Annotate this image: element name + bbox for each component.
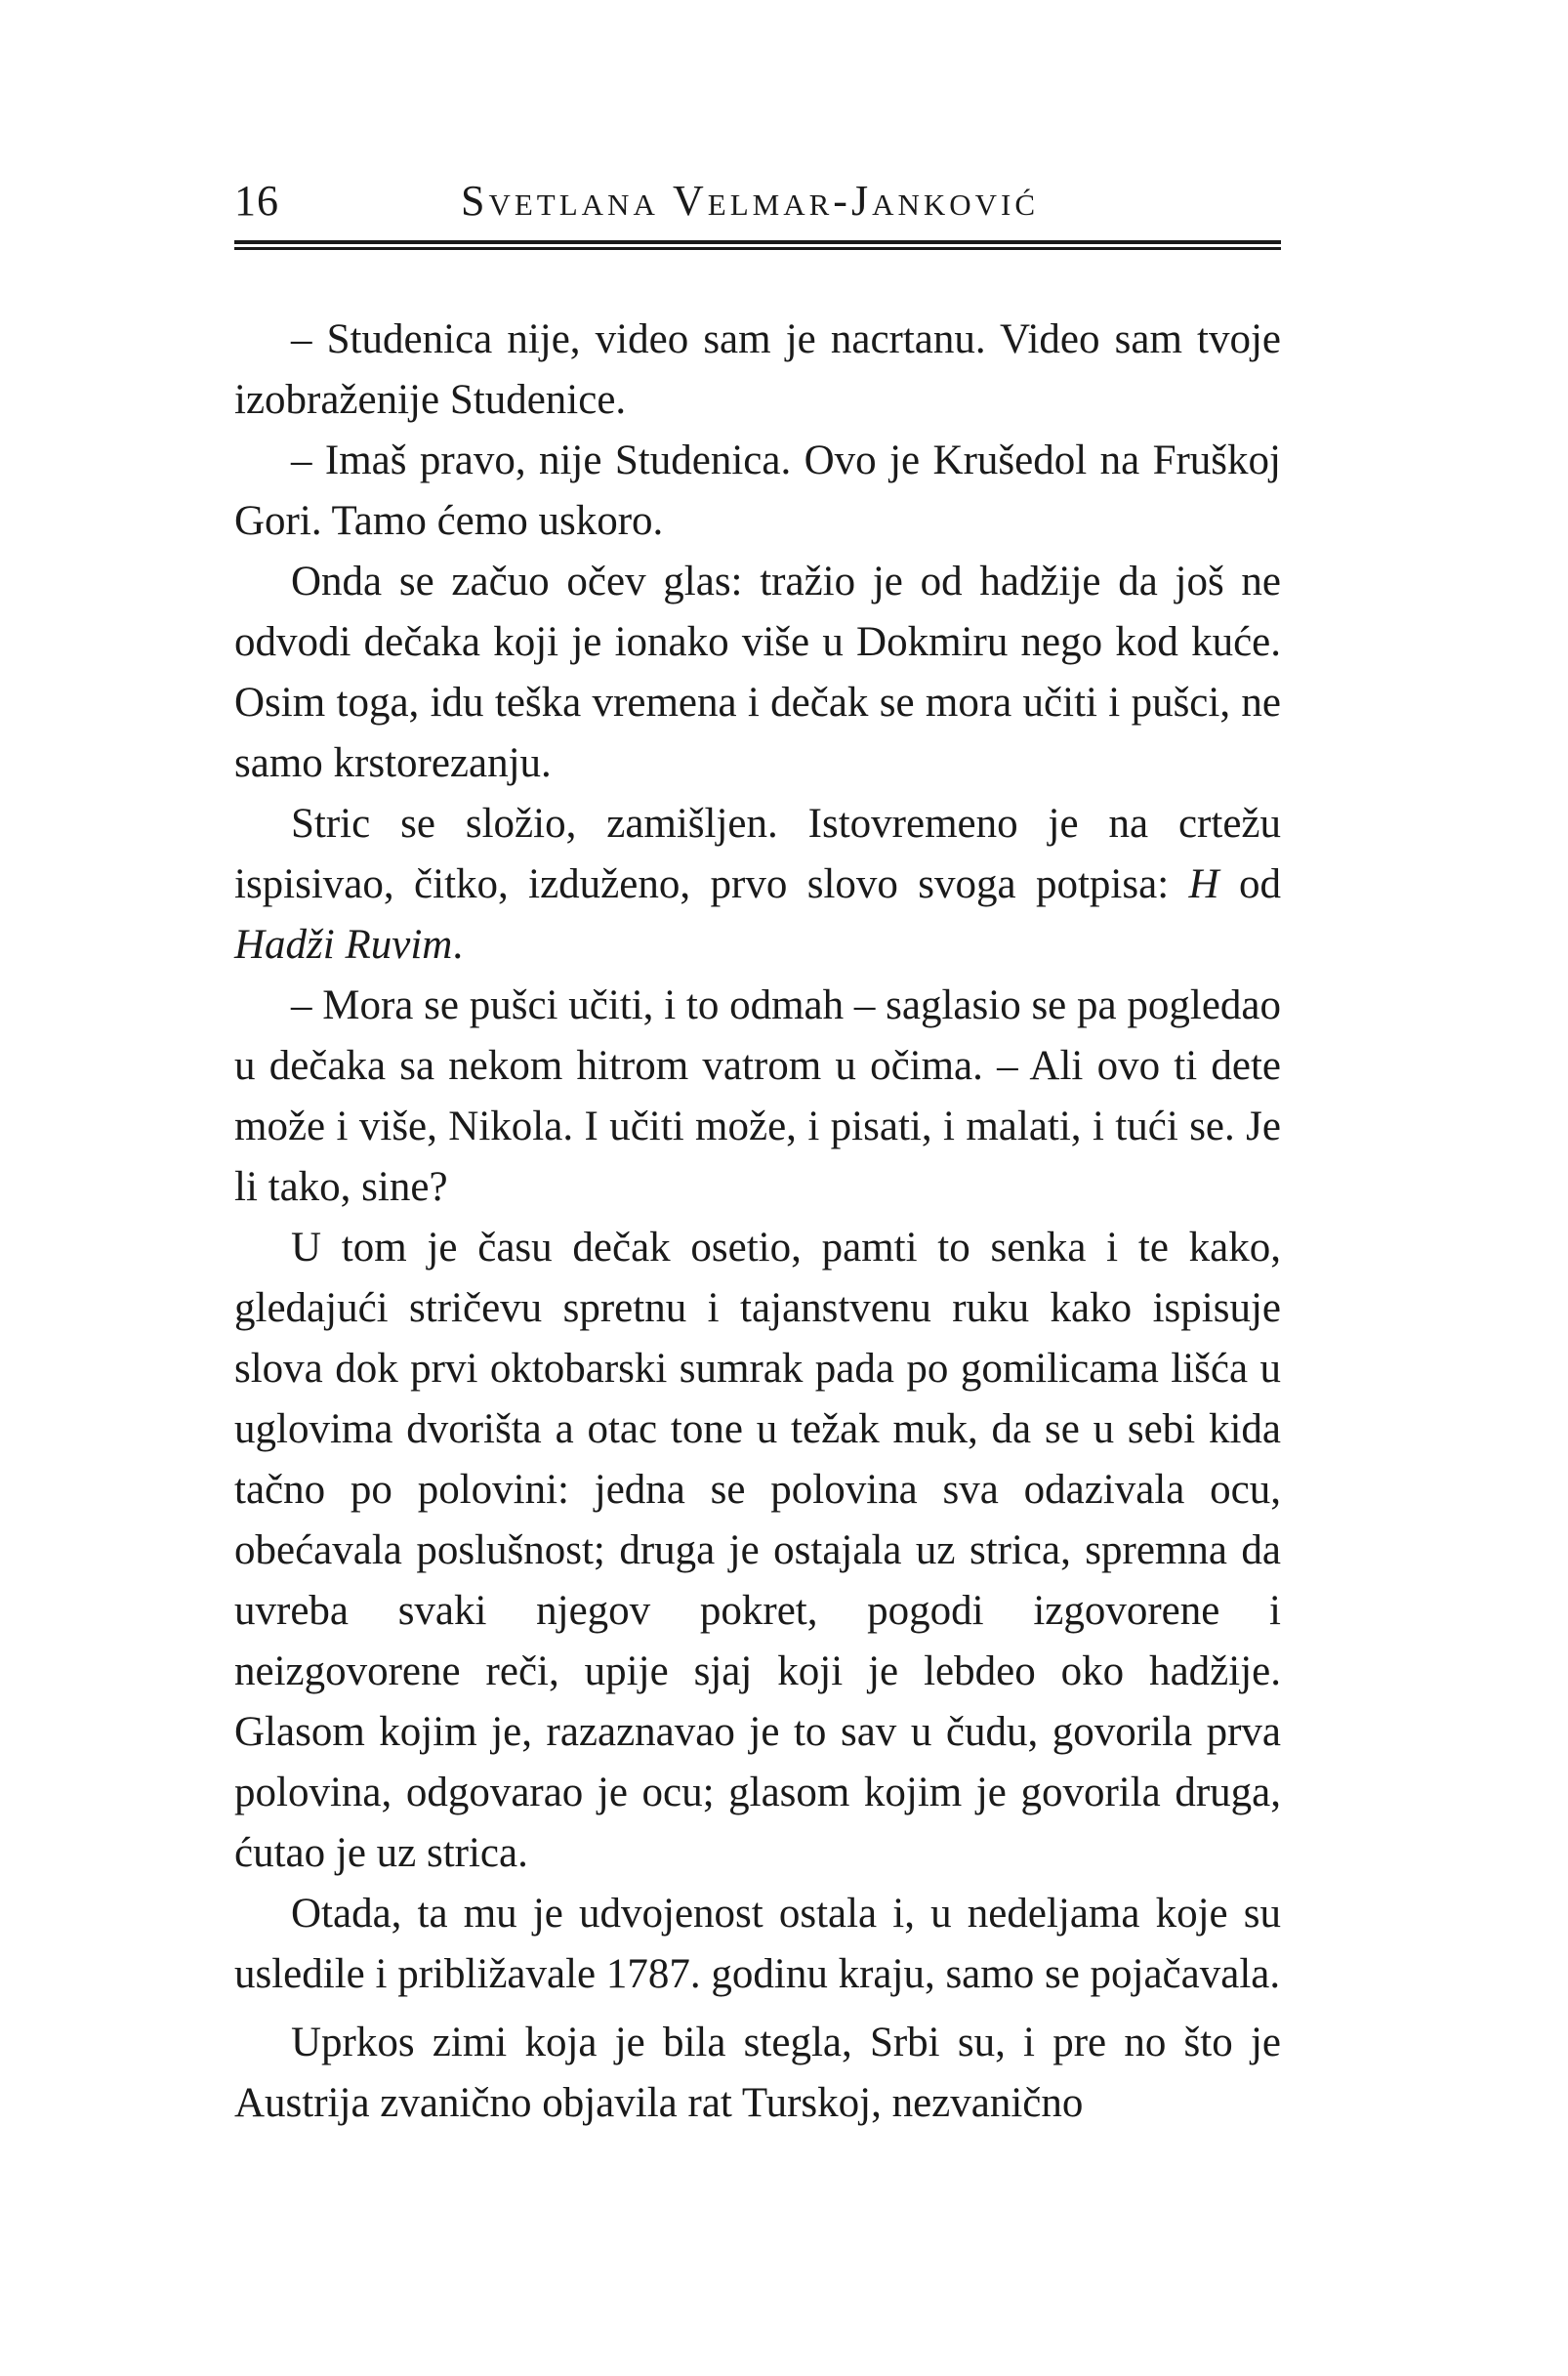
- page-number: 16: [234, 177, 279, 225]
- header-rule: [234, 240, 1281, 250]
- paragraph: Onda se začuo očev glas: tražio je od hadžije da još ne odvodi dečaka koji je ionako više u Dokmiru nego kod kuće. Osim toga, idu teška vremena i dečak se mora učiti i pušci, ne samo krstorezanju.: [234, 559, 1281, 786]
- running-head: Svetlana Velmar-Janković: [461, 177, 1040, 225]
- body-text: [234, 310, 1281, 2134]
- paragraph: – Mora se pušci učiti, i to odmah – saglasio se pa pogledao u dečaka sa nekom hitrom vatrom u očima. – Ali ovo ti dete može i više, Nikola. I učiti može, i pisati, i malati, i tući se. Je li tako, sine?: [234, 982, 1281, 1210]
- book-page: [234, 166, 1281, 2126]
- paragraph: [234, 794, 1281, 976]
- paragraph-text: .: [452, 922, 464, 968]
- paragraph-text: od: [1218, 861, 1281, 907]
- paragraph: – Studenica nije, video sam je nacrtanu. Video sam tvoje izobraženije Studenice.: [234, 316, 1281, 423]
- paragraph-text: Stric se složio, zamišljen. Istovremeno je na crtežu ispisivao, čitko, izduženo, prvo slovo svoga potpisa:: [234, 801, 1281, 907]
- page-header: [234, 166, 1281, 234]
- paragraph: U tom je času dečak osetio, pamti to senka i te kako, gledajući stričevu spretnu i tajanstvenu ruku kako ispisuje slova dok prvi oktobarski sumrak pada po gomilicama lišća u uglovima dvorišta a otac tone u težak muk, da se u sebi kida tačno po polovini: jedna se polovina sva odazivala ocu, obećavala poslušnost; druga je ostajala uz strica, spremna da uvreba svaki njegov pokret, pogodi izgovorene i neizgovorene reči, upije sjaj koji je lebdeo oko hadžije. Glasom kojim je, razaznavao je to sav u čudu, govorila prva polovina, odgovarao je ocu; glasom kojim je govorila druga, ćutao je uz strica.: [234, 1225, 1281, 1876]
- italic-name: Hadži Ruvim: [234, 922, 453, 968]
- paragraph: Otada, ta mu je udvojenost ostala i, u nedeljama koje su usledile i približavale 1787. godinu kraju, samo se pojačavala.: [234, 1891, 1281, 1997]
- paragraph: Uprkos zimi koja je bila stegla, Srbi su, i pre no što je Austrija zvanično objavila rat Turskoj, nezvanično: [234, 2020, 1281, 2126]
- italic-letter: H: [1188, 861, 1219, 907]
- paragraph: – Imaš pravo, nije Studenica. Ovo je Krušedol na Fruškoj Gori. Tamo ćemo uskoro.: [234, 438, 1281, 544]
